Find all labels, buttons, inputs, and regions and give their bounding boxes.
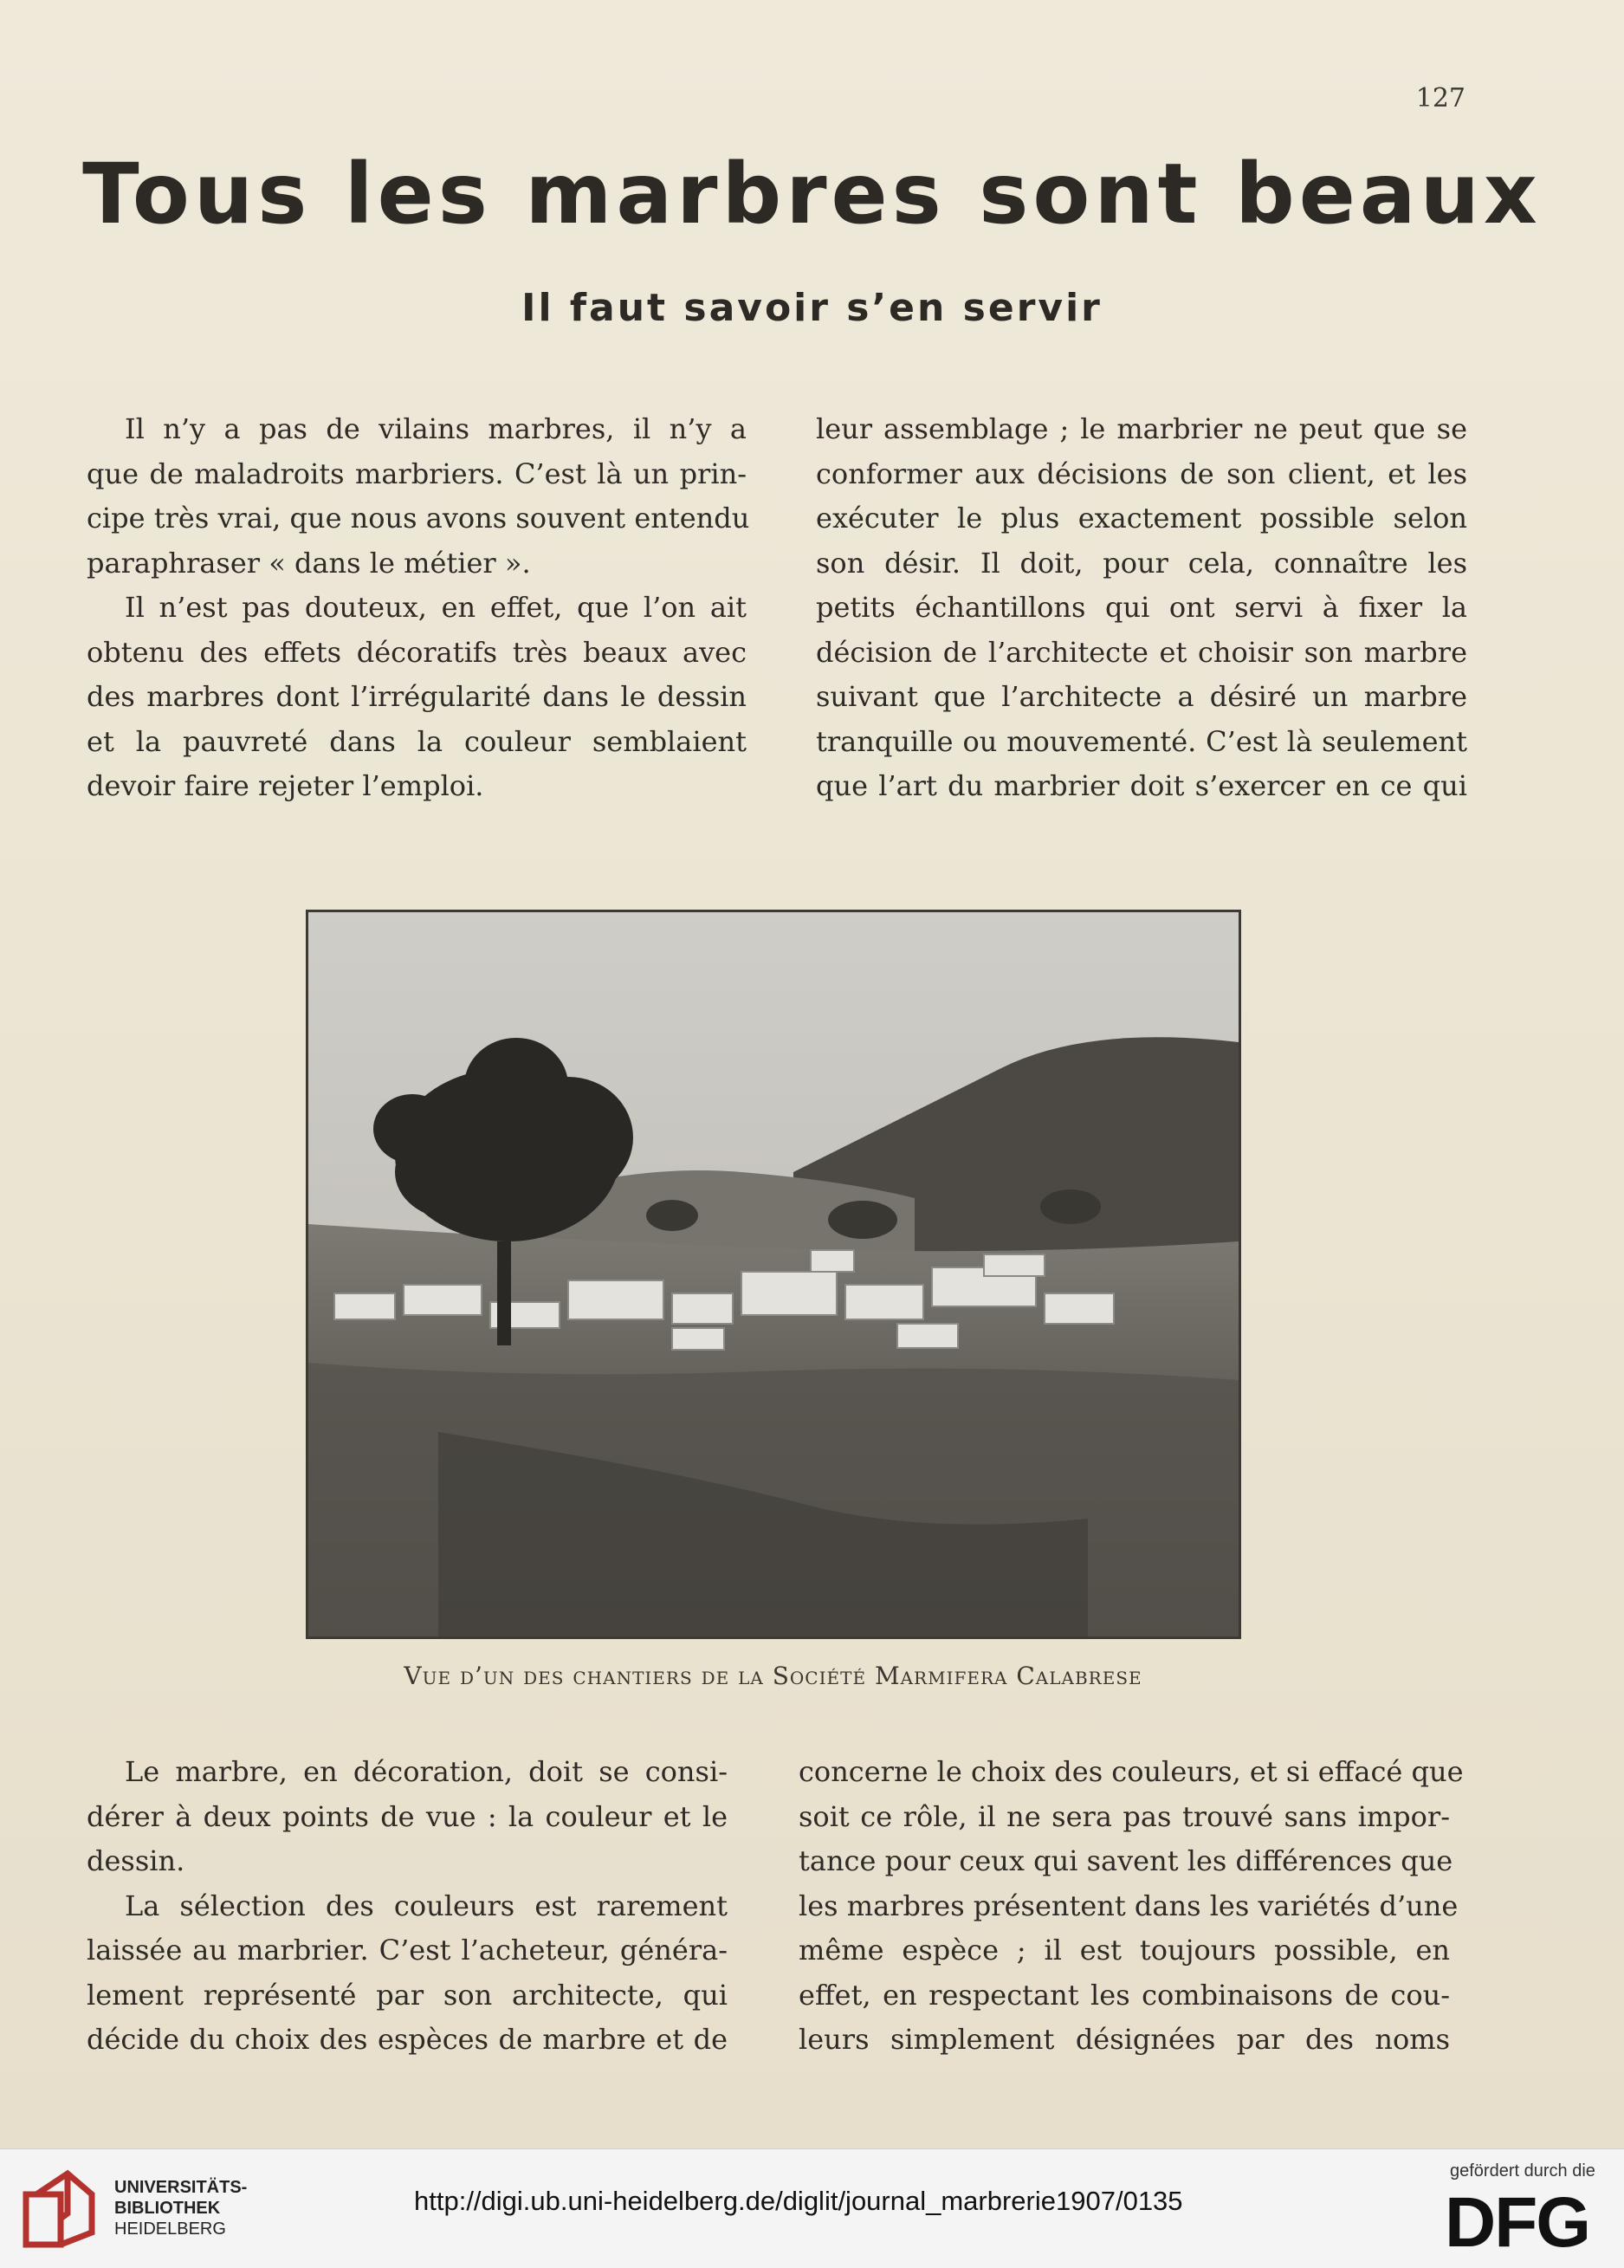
page-number: 127 [1415, 83, 1465, 113]
article-subtitle: Il faut savoir s’en servir [521, 286, 1103, 330]
library-name-line: HEIDELBERG [114, 2219, 226, 2239]
upper-left-column [87, 407, 750, 809]
university-library-logo-icon [19, 2168, 99, 2252]
university-library-name [114, 2177, 247, 2239]
text-line: Le marbre, en décoration, doit se consi- [125, 1755, 728, 1788]
text-line: devoir faire rejeter l’emploi. [87, 769, 484, 802]
digitization-footer [0, 2148, 1624, 2268]
text-line: concerne le choix des couleurs, et si effacé que [799, 1755, 1464, 1788]
text-line: soit ce rôle, il ne sera pas trouvé sans impor- [799, 1799, 1450, 1833]
text-line: obtenu des effets décoratifs très beaux avec [87, 635, 747, 669]
lower-left-column [87, 1750, 728, 2063]
text-line: même espèce ; il est toujours possible, en [799, 1934, 1450, 1967]
text-line: paraphraser « dans le métier ». [87, 546, 531, 580]
permalink-url[interactable]: http://digi.ub.uni-heidelberg.de/diglit/journal_marbrerie1907/0135 [414, 2186, 1183, 2216]
text-line: dessin. [87, 1844, 185, 1877]
text-line: Il n’y a pas de vilains marbres, il n’y a [125, 412, 747, 445]
dfg-logo: DFG [1445, 2183, 1590, 2262]
text-line: laissée au marbrier. C’est l’acheteur, généra- [87, 1934, 728, 1967]
photo-caption: Vue d’un des chantiers de la Société Marmifera Calabrese [404, 1662, 1142, 1690]
text-line: tranquille ou mouvementé. C’est là seulement [816, 724, 1467, 758]
upper-right-column [816, 407, 1467, 809]
text-line: leur assemblage ; le marbrier ne peut que se [816, 412, 1467, 445]
lower-right-column [799, 1750, 1464, 2063]
text-line: suivant que l’architecte a désiré un marbre [816, 680, 1467, 713]
text-line: que l’art du marbrier doit s’exercer en ce qui [816, 769, 1467, 802]
text-line: exécuter le plus exactement possible selon [816, 502, 1467, 535]
library-name-line: BIBLIOTHEK [114, 2199, 221, 2218]
text-line: que de maladroits marbriers. C’est là un prin- [87, 457, 747, 490]
quarry-photograph [306, 910, 1241, 1639]
library-name-line: UNIVERSITÄTS- [114, 2178, 248, 2197]
text-line: cipe très vrai, que nous avons souvent entendu [87, 502, 750, 535]
text-line: dérer à deux points de vue : la couleur et le [87, 1799, 728, 1833]
quarry-landscape-image [308, 912, 1239, 1636]
text-line: conformer aux décisions de son client, et les [816, 457, 1467, 490]
text-line: leurs simplement désignées par des noms [799, 2023, 1450, 2056]
text-line: La sélection des couleurs est rarement [125, 1889, 728, 1922]
text-line: décide du choix des espèces de marbre et de [87, 2023, 728, 2056]
text-line: Il n’est pas douteux, en effet, que l’on ait [125, 591, 747, 624]
article-title: Tous les marbres sont beaux [82, 146, 1542, 243]
text-line: effet, en respectant les combinaisons de cou- [799, 1978, 1450, 2012]
text-line: des marbres dont l’irrégularité dans le dessin [87, 680, 747, 713]
text-line: petits échantillons qui ont servi à fixer la [816, 591, 1467, 624]
text-line: son désir. Il doit, pour cela, connaître les [816, 546, 1467, 580]
text-line: décision de l’architecte et choisir son marbre [816, 635, 1467, 669]
funded-by-label: gefördert durch die [1450, 2161, 1595, 2181]
text-line: lement représenté par son architecte, qui [87, 1978, 728, 2012]
text-line: les marbres présentent dans les variétés d’une [799, 1889, 1459, 1922]
text-line: et la pauvreté dans la couleur semblaient [87, 724, 747, 758]
text-line: tance pour ceux qui savent les différences que [799, 1844, 1453, 1877]
